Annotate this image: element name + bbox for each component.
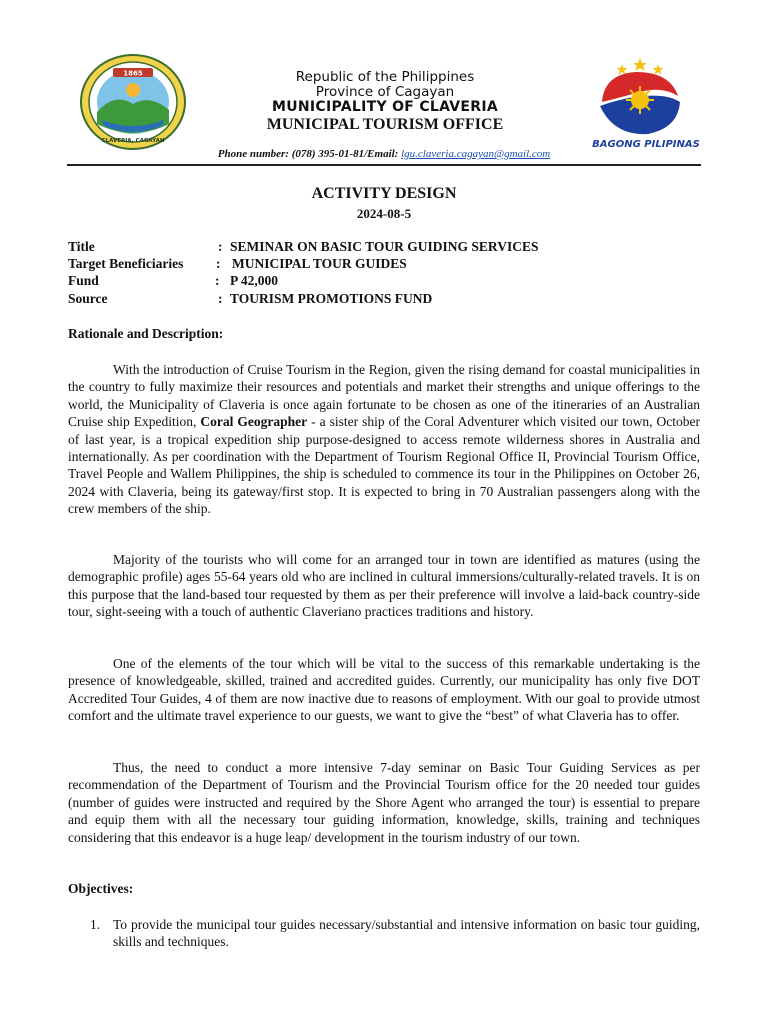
header-republic: Republic of the Philippines (295, 69, 475, 85)
info-separator: : (218, 291, 223, 306)
header-office: MUNICIPAL TOURISM OFFICE (266, 116, 504, 133)
contact-line (0, 148, 768, 160)
objective-text: To provide the municipal tour guides necessary/substantial and intensive information on basic tour guiding, skills and techniques. (113, 917, 700, 950)
bagong-pilipinas-logo (592, 52, 712, 150)
seal-caption: CLAVERIA, CAGAYAN (101, 138, 165, 144)
info-label: Title (68, 239, 95, 254)
header-divider (67, 164, 701, 166)
info-value: P 42,000 (230, 273, 279, 288)
objectives-heading: Objectives: (68, 881, 134, 896)
info-label: Fund (68, 273, 99, 288)
info-label: Source (68, 291, 108, 306)
header-municipality: MUNICIPALITY OF CLAVERIA (271, 99, 499, 115)
ship-name: Coral Geographer (200, 414, 308, 430)
municipal-seal-logo (80, 54, 186, 150)
objective-item (68, 916, 700, 951)
info-value: TOURISM PROMOTIONS FUND (230, 291, 433, 306)
info-value: MUNICIPAL TOUR GUIDES (232, 256, 407, 271)
contact-phone: Phone number: (078) 395-01-81/Email: (217, 148, 402, 160)
rationale-paragraph-2: Majority of the tourists who will come for an arranged tour in town are identified as matures (using the demographic profile) ages 55-64 years old who are inclined in cultural immersions/culturally-related travels. It is on this purpose that the land-based tour requested by them as per their preference will involve a laid-back country-side tour, sight-seeing with a touch of authentic Claveriano practices traditions and history. (68, 552, 700, 620)
info-value: SEMINAR ON BASIC TOUR GUIDING SERVICES (230, 239, 539, 254)
contact-email-link[interactable]: lgu.claveria.cagayan@gmail.com (401, 148, 551, 160)
document-title: ACTIVITY DESIGN (311, 185, 457, 202)
info-separator: : (215, 273, 220, 288)
document-date: 2024-08-5 (356, 206, 412, 221)
rationale-paragraph-4: Thus, the need to conduct a more intensive 7-day seminar on Basic Tour Guiding Services as per recommendation of the Department of Tourism and the Provincial Tourism office for the 20 needed tour guides (number of guides were instructed and required by the Shore Agent who arranged the tour) is essential to prepare and equip them with all the necessary tour guiding information, knowledge, skills, training and techniques considering that this endeavor is a huge leap/ development in the tourism industry of our town. (68, 760, 700, 845)
rationale-heading: Rationale and Description: (68, 326, 224, 341)
objective-number: 1. (90, 917, 101, 932)
info-separator: : (216, 256, 221, 271)
bagong-pilipinas-text: BAGONG PILIPINAS (592, 139, 700, 150)
paragraph-text: With the introduction of Cruise Tourism in the Region, given the rising demand for coastal municipalities in the country to fully maximize their resources and potentials and market their strengths and unique offerings to the world, the Municipality of Claveria is once again fortunate to be chosen as one of the itineraries of an Australian Cruise ship Expedition, (68, 362, 700, 430)
seal-year: 1865 (123, 69, 143, 78)
rationale-paragraph-1 (68, 361, 700, 518)
paragraph-text: - a sister ship of the Coral Adventurer which visited our town, October of last year, is a tropical expedition ship purpose-designed to access remote wilderness shores in Australia and internationally. As per coordination with the Department of Tourism Regional Office II, Provincial Tourism Office, Travel People and Wallem Philippines, the ship is scheduled to commence its tour in the Philippines on October 26, 2024 with Claveria, being its gateway/first stop. It is expected to bring in 70 Australian passengers along with the crew members of the ship. (68, 414, 700, 517)
info-label: Target Beneficiaries (68, 256, 184, 271)
info-separator: : (218, 239, 223, 254)
rationale-paragraph-3: One of the elements of the tour which will be vital to the success of this remarkable undertaking is the presence of knowledgeable, skilled, trained and accredited guides. Currently, our municipality has only five DOT Accredited Tour Guides, 4 of them are now inactive due to reasons of employment. With our goal to provide utmost comfort and the ultimate travel experience to our guests, we want to give the “best” of what Claveria has to offer. (68, 656, 700, 724)
header-province: Province of Cagayan (315, 84, 455, 100)
